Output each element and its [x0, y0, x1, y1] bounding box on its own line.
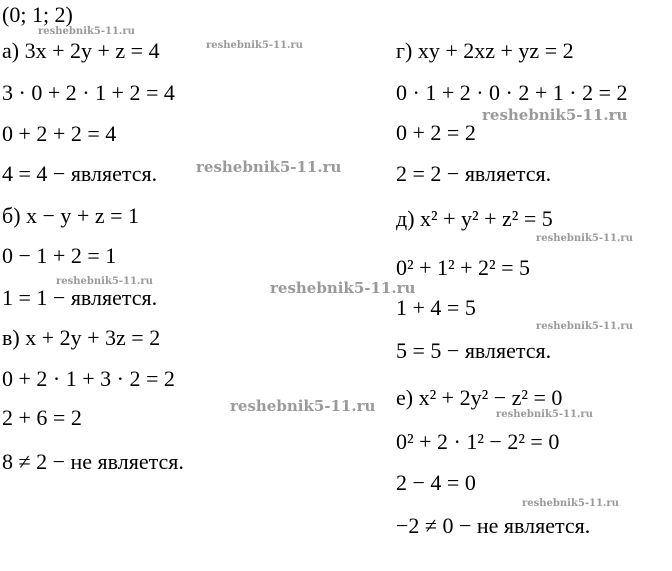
problem-v-step-1: 0 + 2 · 1 + 3 · 2 = 2: [2, 366, 175, 391]
problem-d-result: 5 = 5 − является.: [396, 338, 552, 363]
problem-v-title: в) x + 2y + 3z = 2: [2, 325, 161, 350]
problem-b-title: б) x − y + z = 1: [2, 203, 140, 228]
problem-v-result: 8 ≠ 2 − не является.: [2, 449, 184, 474]
problem-d-step-1: 0² + 1² + 2² = 5: [396, 255, 531, 280]
watermark: reshebnik5-11.ru: [270, 279, 416, 297]
watermark: reshebnik5-11.ru: [230, 397, 376, 415]
watermark: reshebnik5-11.ru: [496, 409, 593, 420]
problem-g-title: г) xy + 2xz + yz = 2: [396, 38, 574, 63]
problem-a-title: а) 3x + 2y + z = 4: [2, 38, 160, 63]
problem-a-step-2: 0 + 2 + 2 = 4: [2, 121, 117, 146]
watermark: reshebnik5-11.ru: [482, 106, 628, 124]
problem-e-result: −2 ≠ 0 − не является.: [396, 513, 591, 538]
problem-a-step-1: 3 · 0 + 2 · 1 + 2 = 4: [2, 80, 175, 105]
problem-b-step-1: 0 − 1 + 2 = 1: [2, 243, 117, 268]
watermark: reshebnik5-11.ru: [196, 158, 342, 176]
watermark: reshebnik5-11.ru: [536, 321, 633, 332]
problem-b-result: 1 = 1 − является.: [2, 285, 158, 310]
problem-v-step-2: 2 + 6 = 2: [2, 405, 82, 430]
problem-a-result: 4 = 4 − является.: [2, 161, 158, 186]
problem-g-result: 2 = 2 − является.: [396, 161, 552, 186]
problem-d-step-2: 1 + 4 = 5: [396, 295, 476, 320]
problem-d-title: д) x² + y² + z² = 5: [396, 206, 553, 231]
problem-e-title: е) x² + 2y² − z² = 0: [396, 385, 563, 410]
problem-g-step-2: 0 + 2 = 2: [396, 120, 476, 145]
watermark: reshebnik5-11.ru: [522, 498, 619, 509]
watermark: reshebnik5-11.ru: [56, 276, 153, 287]
problem-e-step-1: 0² + 2 · 1² − 2² = 0: [396, 429, 560, 454]
watermark: reshebnik5-11.ru: [38, 26, 135, 37]
watermark: reshebnik5-11.ru: [536, 233, 633, 244]
watermark: reshebnik5-11.ru: [206, 40, 303, 51]
problem-g-step-1: 0 · 1 + 2 · 0 · 2 + 1 · 2 = 2: [396, 80, 628, 105]
problem-e-step-2: 2 − 4 = 0: [396, 470, 476, 495]
point-coordinates: (0; 1; 2): [2, 2, 73, 27]
